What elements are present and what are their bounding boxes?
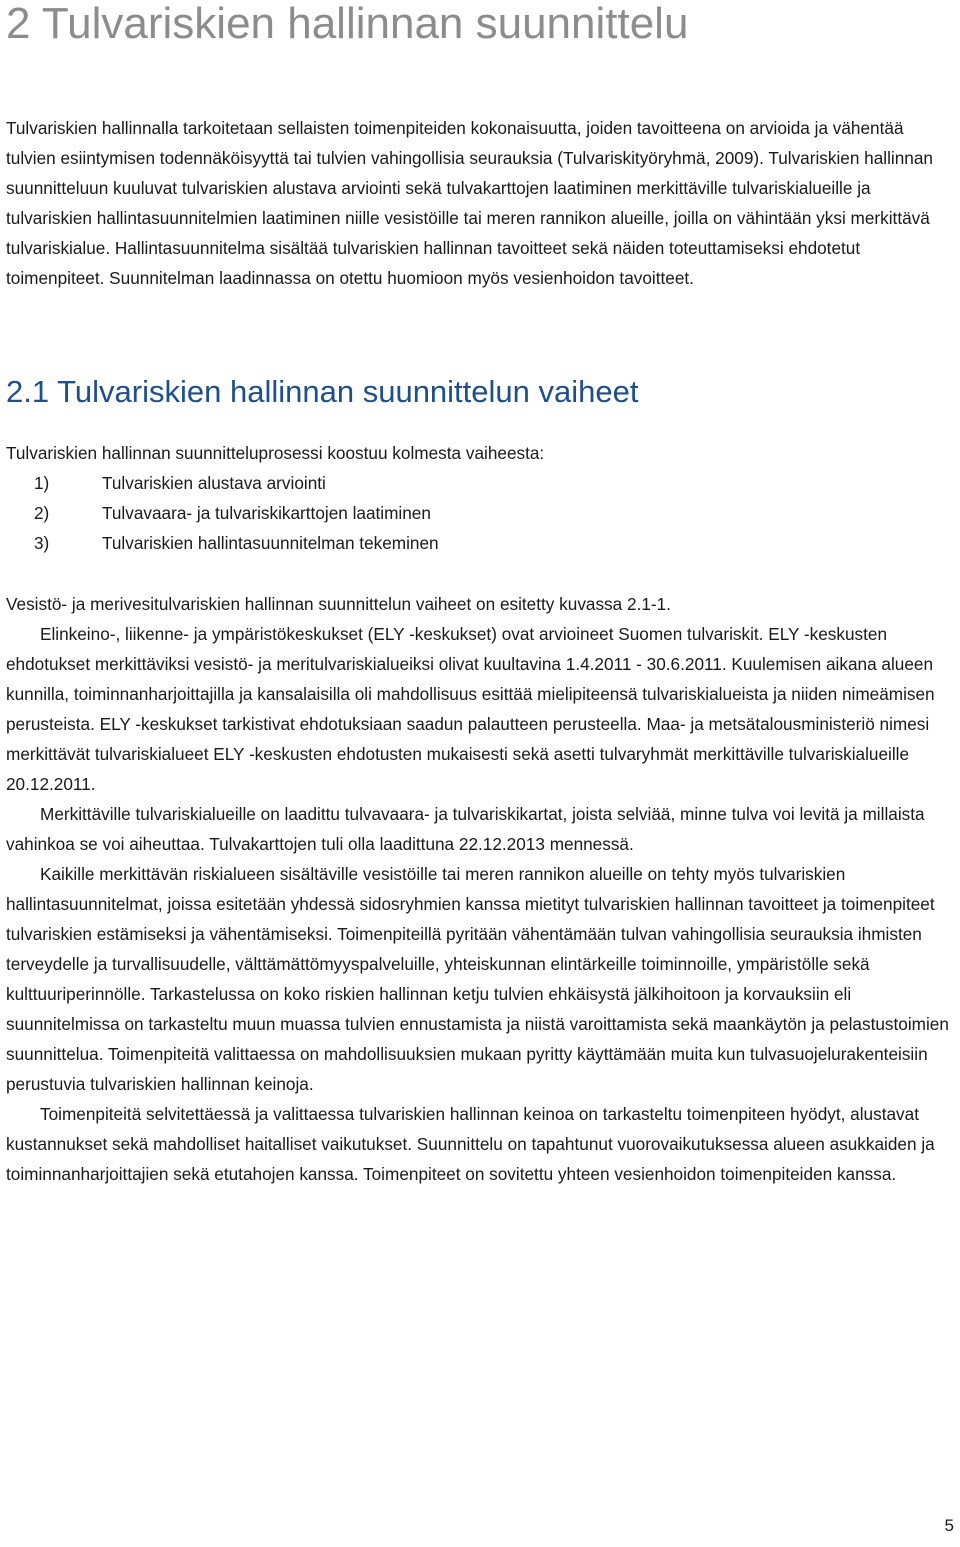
chapter-heading: 2 Tulvariskien hallinnan suunnittelu <box>6 0 689 48</box>
measures-selection-paragraph: Toimenpiteitä selvitettäessä ja valittaessa tulvariskien hallinnan keinoa on tarkasteltu toimenpiteen hyödyt, alustavat kustannukset sekä mahdolliset haitalliset vaikutukset. Suunnittelu on tapahtunut vuorovaikutuksessa alueen asukkaiden ja toiminnanharjoittajien sekä etutahojen kanssa. Toimenpiteet on sovitettu yhteen vesienhoidon toimenpiteiden kanssa. <box>6 1104 935 1184</box>
process-step <box>6 468 439 498</box>
page-number: 5 <box>944 1516 954 1535</box>
step-text: Tulvariskien hallintasuunnitelman tekeminen <box>102 533 439 553</box>
flood-maps-paragraph: Merkittäville tulvariskialueille on laadittu tulvavaara- ja tulvariskikartat, joista selviää, minne tulva voi levitä ja millaista vahinkoa se voi aiheuttaa. Tulvakarttojen tuli olla laadittuna 22.12.2013 mennessä. <box>6 804 925 854</box>
figure-reference-paragraph: Vesistö- ja merivesitulvariskien hallinnan suunnittelun vaiheet on esitetty kuvassa 2.1-1. <box>6 594 671 614</box>
process-step <box>6 528 439 558</box>
intro-paragraph: Tulvariskien hallinnalla tarkoitetaan sellaisten toimenpiteiden kokonaisuutta, joiden tavoitteena on arvioida ja vähentää tulvien esiintymisen todennäköisyyttä tai tulvien vahingollisia seurauksia (Tulvariskityöryhmä, 2009). Tulvariskien hallinnan suunnitteluun kuuluvat tulvariskien alustava arviointi sekä tulvakarttojen laatiminen merkittäville tulvariskialueille ja tulvariskien hallintasuunnitelmien laatiminen niille vesistöille tai meren rannikon alueille, joilla on vähintään yksi merkittävä tulvariskialue. Hallintasuunnitelma sisältää tulvariskien hallinnan tavoitteet sekä näiden toteuttamiseksi ehdotetut toimenpiteet. Suunnitelman laadinnassa on otettu huomioon myös vesienhoidon tavoitteet. <box>6 118 933 288</box>
step-text: Tulvavaara- ja tulvariskikarttojen laatiminen <box>102 503 431 523</box>
management-plans-paragraph: Kaikille merkittävän riskialueen sisältäville vesistöille tai meren rannikon alueille on tehty myös tulvariskien hallintasuunnitelmat, joissa esitetään yhdessä sidosryhmien kanssa mietityt tulvariskien hallinnan tavoitteet ja toimenpiteet tulvariskien estämiseksi ja vähentämiseksi. Toimenpiteillä pyritään vähentämään tulvan vahingollisia seurauksia ihmisten terveydelle ja turvallisuudelle, välttämättömyyspalveluille, yhteiskunnan elintärkeille toiminnoille, ympäristölle sekä kulttuuriperinnölle. Tarkastelussa on koko riskien hallinnan ketju tulvien ehkäisystä jälkihoitoon ja korvauksiin eli suunnitelmissa on tarkasteltu muun muassa tulvien ennustamista ja niistä varoittamista sekä maankäytön ja pelastustoimien suunnittelua. Toimenpiteitä valittaessa on mahdollisuuksien mukaan pyritty käyttämään muita kun tulvasuojelurakenteisiin perustuvia tulvariskien hallinnan keinoja. <box>6 864 949 1094</box>
process-intro: Tulvariskien hallinnan suunnitteluprosessi koostuu kolmesta vaiheesta: <box>6 443 545 463</box>
step-number: 2) <box>34 503 50 523</box>
section-body <box>6 589 956 1189</box>
ely-assessment-paragraph: Elinkeino-, liikenne- ja ympäristökeskukset (ELY -keskukset) ovat arvioineet Suomen tulvariskit. ELY -keskusten ehdotukset merkittäviksi vesistö- ja meritulvariskialueiksi olivat kuultavina 1.4.2011 - 30.6.2011. Kuulemisen aikana alueen kunnilla, toiminnanharjoittajilla ja kansalaisilla oli mahdollisuus esittää mielipiteensä tulvariskialueista ja niiden nimeämisen perusteista. ELY -keskukset tarkistivat ehdotuksiaan saadun palautteen perusteella. Maa- ja metsätalousministeriö nimesi merkittävät tulvariskialueet ELY -keskusten ehdotusten mukaisesti sekä asetti tulvaryhmät merkittäville tulvariskialueille 20.12.2011. <box>6 624 935 794</box>
section-heading: 2.1 Tulvariskien hallinnan suunnittelun vaiheet <box>6 374 639 409</box>
process-step <box>6 498 439 528</box>
process-steps-list <box>6 468 439 558</box>
step-text: Tulvariskien alustava arviointi <box>102 473 326 493</box>
step-number: 1) <box>34 473 50 493</box>
step-number: 3) <box>34 533 50 553</box>
